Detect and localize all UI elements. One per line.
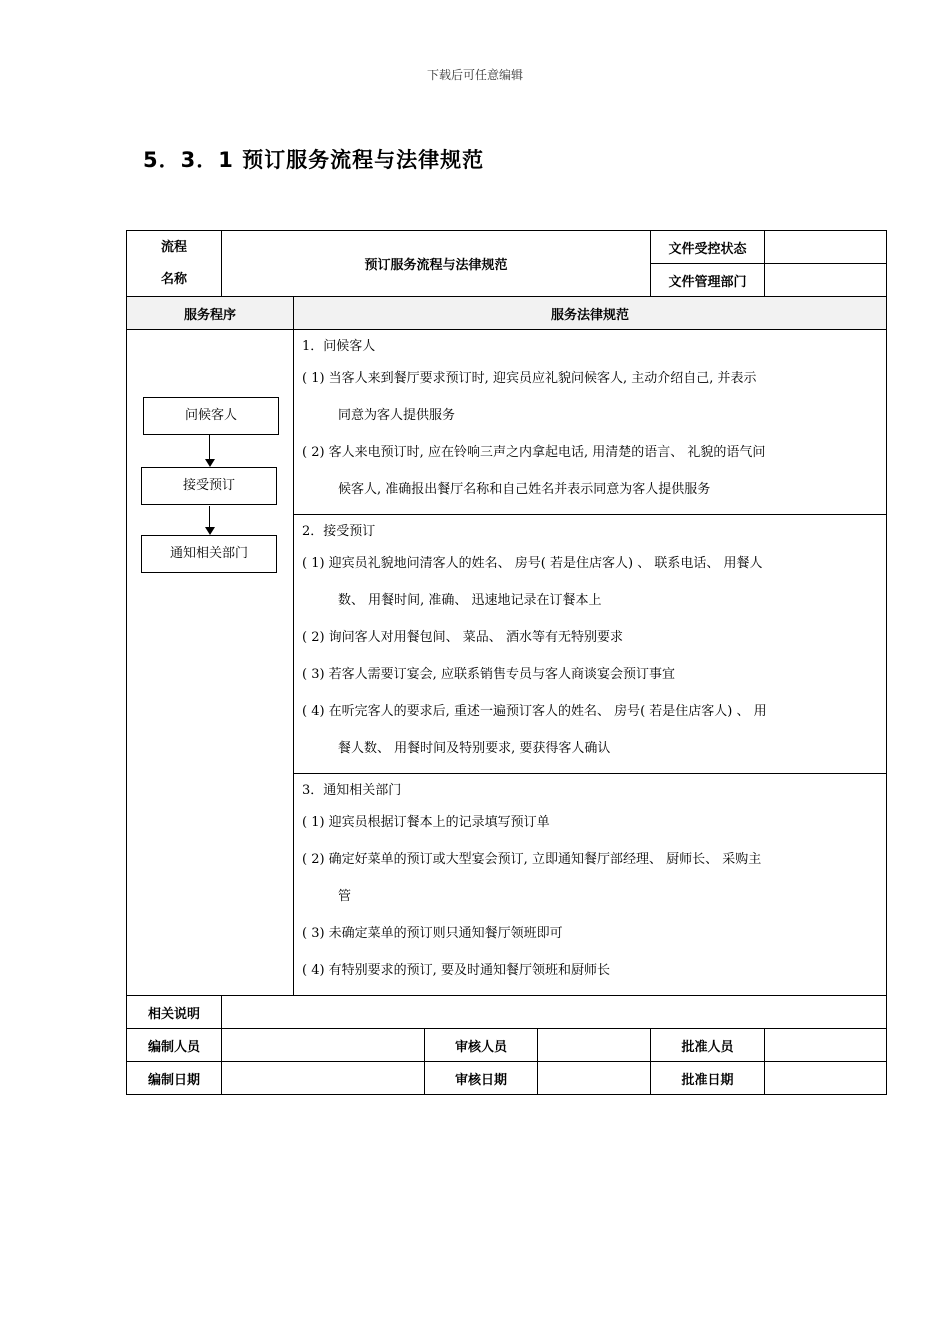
rule-line1: ( 4) 有特别要求的预订, 要及时通知餐厅领班和厨师长 bbox=[302, 963, 610, 978]
flow-arrow-1-head bbox=[205, 459, 215, 467]
flowchart-cell bbox=[127, 330, 294, 996]
rule-item bbox=[302, 915, 878, 952]
rules-column-header: 服务法律规范 bbox=[294, 297, 887, 330]
rules-cell bbox=[294, 330, 887, 996]
rule-item bbox=[302, 360, 878, 434]
edit-date-label: 编制日期 bbox=[127, 1062, 222, 1095]
rule-line1: ( 3) 未确定菜单的预订则只通知餐厅领班即可 bbox=[302, 926, 563, 941]
flow-name-value: 预订服务流程与法律规范 bbox=[222, 231, 651, 297]
rule-section-title: 2．接受预订 bbox=[302, 524, 376, 539]
review-date-label: 审核日期 bbox=[425, 1062, 538, 1095]
edit-date-value bbox=[222, 1062, 425, 1095]
rule-section-greet bbox=[294, 330, 886, 515]
rule-line2: 同意为客人提供服务 bbox=[338, 408, 456, 423]
rule-item bbox=[302, 434, 878, 508]
rule-item bbox=[302, 619, 878, 656]
reviewer-label: 审核人员 bbox=[425, 1029, 538, 1062]
process-table bbox=[126, 230, 887, 1095]
flow-arrow-1 bbox=[209, 435, 210, 461]
rule-item bbox=[302, 804, 878, 841]
doc-dept-value bbox=[765, 264, 887, 297]
rule-section-title: 3．通知相关部门 bbox=[302, 783, 402, 798]
rule-line2: 餐人数、 用餐时间及特别要求, 要获得客人确认 bbox=[338, 741, 611, 756]
rule-section-accept bbox=[294, 515, 886, 774]
rule-section-title: 1．问候客人 bbox=[302, 339, 376, 354]
flow-name-label-line2: 名称 bbox=[160, 271, 187, 287]
flow-step-greet: 问候客人 bbox=[143, 397, 279, 435]
rule-item bbox=[302, 656, 878, 693]
rule-line2: 管 bbox=[338, 889, 352, 904]
rule-line1: ( 1) 迎宾员根据订餐本上的记录填写预订单 bbox=[302, 815, 550, 830]
page-header: 下载后可任意编辑 bbox=[426, 68, 523, 82]
approver-label: 批准人员 bbox=[651, 1029, 765, 1062]
notes-label: 相关说明 bbox=[127, 996, 222, 1029]
notes-value bbox=[222, 996, 887, 1029]
approve-date-label: 批准日期 bbox=[651, 1062, 765, 1095]
doc-control-value bbox=[765, 231, 887, 264]
rule-item bbox=[302, 841, 878, 915]
rule-line2: 候客人, 准确报出餐厅名称和自己姓名并表示同意为客人提供服务 bbox=[338, 482, 711, 497]
editor-label: 编制人员 bbox=[127, 1029, 222, 1062]
review-date-value bbox=[538, 1062, 651, 1095]
rule-line1: ( 3) 若客人需要订宴会, 应联系销售专员与客人商谈宴会预订事宜 bbox=[302, 667, 675, 682]
editor-value bbox=[222, 1029, 425, 1062]
rule-line1: ( 1) 迎宾员礼貌地问清客人的姓名、 房号( 若是住店客人) 、 联系电话、 用餐人 bbox=[302, 556, 763, 571]
approver-value bbox=[765, 1029, 887, 1062]
rule-item bbox=[302, 545, 878, 619]
flow-step-accept: 接受预订 bbox=[141, 467, 277, 505]
rule-line2: 数、 用餐时间, 准确、 迅速地记录在订餐本上 bbox=[338, 593, 602, 608]
rule-line1: ( 1) 当客人来到餐厅要求预订时, 迎宾员应礼貌问候客人, 主动介绍自己, 并表示 bbox=[302, 371, 757, 386]
rule-line1: ( 2) 确定好菜单的预订或大型宴会预订, 立即通知餐厅部经理、 厨师长、 采购主 bbox=[302, 852, 762, 867]
flow-name-label-line1: 流程 bbox=[160, 239, 187, 255]
rule-line1: ( 2) 客人来电预订时, 应在铃响三声之内拿起电话, 用清楚的语言、 礼貌的语气问 bbox=[302, 445, 766, 460]
flow-name-label bbox=[127, 231, 222, 297]
flow-arrow-2-head bbox=[205, 527, 215, 535]
doc-control-label: 文件受控状态 bbox=[651, 231, 765, 264]
rule-item bbox=[302, 952, 878, 989]
section-title: 5．3．1 预订服务流程与法律规范 bbox=[143, 148, 485, 172]
rule-section-notify bbox=[294, 774, 886, 995]
rule-item bbox=[302, 693, 878, 767]
flow-step-notify: 通知相关部门 bbox=[141, 535, 277, 573]
doc-dept-label: 文件管理部门 bbox=[651, 264, 765, 297]
flow-arrow-2 bbox=[209, 506, 210, 529]
approve-date-value bbox=[765, 1062, 887, 1095]
rule-line1: ( 4) 在听完客人的要求后, 重述一遍预订客人的姓名、 房号( 若是住店客人) 、 用 bbox=[302, 704, 767, 719]
procedure-column-header: 服务程序 bbox=[127, 297, 294, 330]
rule-line1: ( 2) 询问客人对用餐包间、 菜品、 酒水等有无特别要求 bbox=[302, 630, 623, 645]
reviewer-value bbox=[538, 1029, 651, 1062]
